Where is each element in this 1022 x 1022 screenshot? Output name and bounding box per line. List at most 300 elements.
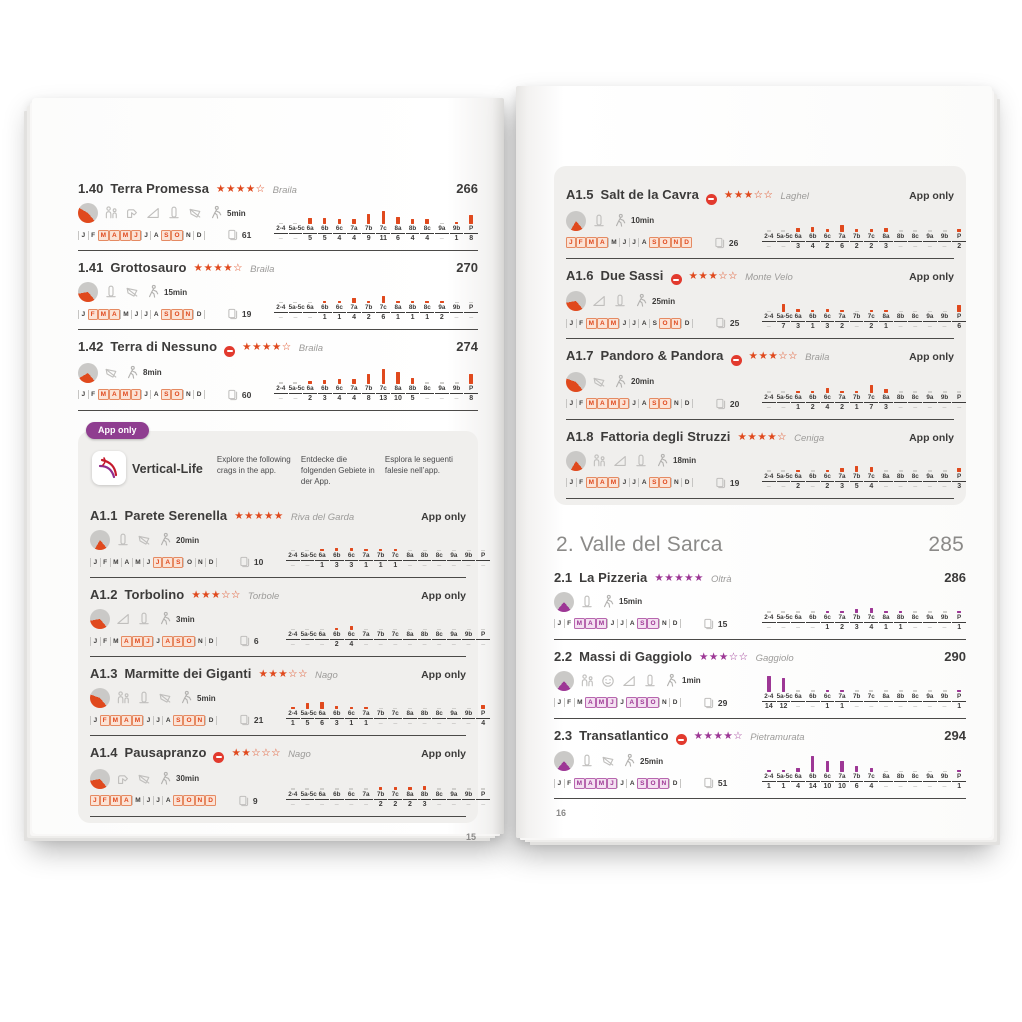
- grade-count: –: [796, 702, 801, 710]
- grade-count: –: [883, 783, 888, 791]
- grade-bar: [826, 229, 830, 231]
- crag-entry: [78, 330, 478, 411]
- grade-label: 6c: [821, 233, 835, 242]
- grade-label: 8b: [418, 631, 432, 640]
- crag-entry-header: [554, 570, 966, 585]
- grade-bar-area: [450, 368, 464, 385]
- grade-count: 6: [854, 783, 859, 791]
- grade-label: 6a: [303, 225, 317, 234]
- grade-zero-mark: [467, 788, 471, 790]
- crag-entry: [554, 561, 966, 640]
- grade-zero-mark: [913, 771, 917, 773]
- grade-count: 2: [854, 242, 859, 250]
- grade-histogram: [286, 774, 490, 809]
- grade-count: 14: [764, 702, 773, 710]
- grade-bar-area: [850, 377, 864, 394]
- crag-months-row: [554, 775, 750, 791]
- crag-id: A1.6: [566, 267, 594, 283]
- grade-count: –: [334, 800, 339, 808]
- grade-bar-area: [821, 377, 835, 394]
- approach-walker-icon: [612, 213, 628, 229]
- grade-count: –: [437, 562, 442, 570]
- month-cell: N: [671, 478, 682, 487]
- grade-column: [806, 756, 820, 790]
- grade-count: 2: [869, 323, 874, 331]
- month-cell: M: [596, 778, 607, 789]
- grade-count: 3: [883, 242, 888, 250]
- crag-attribute-icons: [78, 361, 274, 385]
- grade-histogram: [762, 756, 966, 791]
- grade-column: [879, 597, 893, 631]
- crag-name: Terra di Nessuno: [110, 339, 218, 354]
- grade-bar-area: [938, 676, 952, 693]
- prohibition-bar: [673, 279, 679, 281]
- routes-count-value: 61: [241, 230, 252, 240]
- grade-count: 1: [337, 314, 342, 321]
- flag-icon: [187, 205, 203, 221]
- month-cell: F: [100, 637, 110, 646]
- grade-zero-mark: [440, 223, 444, 225]
- grade-count: 4: [825, 403, 830, 411]
- grade-zero-mark: [884, 771, 888, 773]
- grade-label: 7a: [359, 791, 373, 800]
- grade-bar: [957, 229, 961, 231]
- grade-label: 7b: [374, 631, 388, 640]
- grade-bar-area: [462, 774, 476, 791]
- grade-label: 6b: [806, 233, 820, 242]
- grade-column: [762, 216, 776, 250]
- month-cell: O: [659, 398, 670, 409]
- grade-label: 8b: [894, 693, 908, 702]
- grade-label: 8c: [908, 693, 922, 702]
- star-rating: ★★★★☆: [193, 262, 244, 274]
- grade-bar-area: [330, 774, 344, 791]
- grade-bar: [481, 705, 485, 710]
- grade-zero-mark: [293, 223, 297, 225]
- grade-count: –: [305, 562, 310, 570]
- grade-bar-area: [359, 774, 373, 791]
- grade-bar-area: [286, 614, 300, 631]
- month-cell: S: [173, 715, 183, 726]
- grade-count: 6: [957, 323, 962, 331]
- grade-bar-area: [923, 676, 937, 693]
- month-cell: A: [121, 636, 132, 647]
- grade-label: 9a: [923, 394, 937, 403]
- grade-bar-area: [462, 614, 476, 631]
- month-cell: F: [564, 619, 574, 628]
- month-cell: J: [153, 716, 163, 725]
- grade-count: –: [378, 641, 383, 649]
- grade-label: 9a: [923, 313, 937, 322]
- crag-entry-header: [90, 587, 466, 602]
- grade-label: 8c: [908, 614, 922, 623]
- grade-zero-mark: [767, 311, 771, 313]
- pillar-icon: [642, 673, 658, 689]
- grade-column: [908, 756, 922, 790]
- grade-label: P: [952, 773, 966, 782]
- grade-label: 7a: [359, 552, 373, 561]
- grade-bar-area: [835, 676, 849, 693]
- routes-count-value: 51: [717, 778, 728, 789]
- month-cell: M: [98, 389, 109, 400]
- grade-count: 5: [305, 720, 310, 728]
- routes-count: [715, 398, 739, 410]
- grade-bar-area: [864, 456, 878, 473]
- crag-entry-header: [78, 181, 478, 196]
- grade-count: –: [869, 702, 874, 710]
- grade-zero-mark: [349, 788, 353, 790]
- slab-icon: [621, 673, 637, 689]
- grade-zero-mark: [481, 629, 485, 631]
- grade-count: –: [451, 720, 456, 728]
- grade-label: 8a: [403, 552, 417, 561]
- grade-bar-area: [376, 208, 390, 225]
- crag-months-row: [90, 633, 286, 649]
- grade-column: [894, 296, 908, 330]
- crag-page-number: 266: [456, 181, 478, 196]
- crag-entry: [78, 251, 478, 330]
- routes-count-value: 10: [253, 557, 264, 568]
- grade-column: [476, 693, 490, 727]
- routes-count-icon: [239, 556, 251, 568]
- grade-column: [835, 676, 849, 710]
- right-page: [516, 86, 992, 838]
- month-cell: J: [90, 558, 100, 567]
- routes-count-icon: [239, 635, 251, 647]
- grade-count: –: [393, 720, 398, 728]
- crag-id: A1.1: [90, 508, 118, 524]
- grade-column: [806, 216, 820, 250]
- grade-label: 9b: [450, 304, 464, 313]
- grade-label: 8a: [403, 791, 417, 800]
- grade-column: [806, 296, 820, 330]
- grade-bar: [840, 761, 844, 773]
- grade-label: 9b: [938, 313, 952, 322]
- grade-bar-area: [923, 597, 937, 614]
- grade-column: [938, 756, 952, 790]
- grade-bar-area: [835, 296, 849, 313]
- grade-bar-area: [938, 756, 952, 773]
- sun-exposure-icon: [566, 451, 586, 471]
- grade-bar: [396, 217, 400, 224]
- grade-bar-area: [850, 756, 864, 773]
- crag-months-row: [566, 315, 762, 331]
- grade-bar-area: [879, 597, 893, 614]
- grade-label: 7c: [388, 791, 402, 800]
- month-cell: D: [681, 399, 693, 408]
- month-cell: O: [183, 795, 194, 806]
- pillar-icon: [136, 690, 152, 706]
- grade-zero-mark: [899, 311, 903, 313]
- month-cell: M: [110, 795, 121, 806]
- month-cell: S: [637, 618, 647, 629]
- grade-bar-area: [388, 774, 402, 791]
- grade-bar: [411, 378, 415, 384]
- grade-zero-mark: [928, 690, 932, 692]
- grade-label: 8c: [432, 710, 446, 719]
- routes-count-icon: [227, 229, 239, 241]
- grade-label: 2-4: [274, 304, 288, 313]
- grade-count: –: [437, 641, 442, 649]
- grade-bar-area: [835, 216, 849, 233]
- month-cell: A: [121, 558, 132, 567]
- month-cell: S: [637, 778, 647, 789]
- grade-count: –: [451, 641, 456, 649]
- routes-count: [703, 697, 727, 709]
- grade-column: [864, 756, 878, 790]
- grade-bar: [870, 768, 874, 773]
- grade-bar-area: [952, 377, 966, 394]
- crag-months-row: [566, 475, 762, 491]
- grade-label: 7b: [362, 225, 376, 234]
- grade-bar: [957, 611, 961, 613]
- grade-bar-area: [762, 216, 776, 233]
- grade-bar: [782, 304, 786, 312]
- approach-walker-icon: [145, 284, 161, 300]
- grade-bar-area: [359, 614, 373, 631]
- grade-label: 7c: [376, 304, 390, 313]
- grade-bar: [870, 467, 874, 472]
- grade-label: 8a: [879, 473, 893, 482]
- grade-label: 6a: [315, 552, 329, 561]
- grade-zero-mark: [455, 382, 459, 384]
- month-cell: J: [629, 478, 639, 487]
- grade-bar: [840, 225, 844, 232]
- grade-bar: [767, 770, 771, 772]
- grade-zero-mark: [767, 230, 771, 232]
- grade-bar-area: [864, 597, 878, 614]
- grade-bar-area: [835, 597, 849, 614]
- app-box-text-en: Explore the following crags in the app.: [216, 454, 291, 475]
- grade-column: [301, 693, 315, 727]
- grade-count: 2: [366, 314, 371, 321]
- grade-count: –: [293, 314, 298, 321]
- grade-bar-area: [403, 774, 417, 791]
- grade-bar-area: [447, 693, 461, 710]
- grade-bar-area: [806, 756, 820, 773]
- sun-exposure-icon: [90, 688, 110, 708]
- grade-count: 1: [393, 562, 398, 570]
- grade-column: [333, 287, 347, 321]
- grade-count: –: [913, 482, 918, 490]
- grade-count: –: [957, 403, 962, 411]
- crag-location: Pietramurata: [750, 731, 805, 743]
- flag-icon: [136, 532, 152, 548]
- months-calendar: [78, 230, 205, 241]
- grade-bar: [957, 468, 961, 471]
- month-cell: M: [120, 310, 131, 319]
- month-cell: O: [171, 309, 182, 320]
- grade-bar-area: [418, 614, 432, 631]
- grade-zero-mark: [408, 550, 412, 552]
- grade-bar-area: [374, 535, 388, 552]
- crag-entry-header: [90, 508, 466, 523]
- crag-info: [78, 201, 274, 243]
- grade-bar-area: [447, 614, 461, 631]
- grade-label: P: [952, 394, 966, 403]
- grade-bar: [796, 470, 800, 472]
- month-cell: J: [131, 310, 141, 319]
- grade-label: 6b: [330, 552, 344, 561]
- grade-column: [347, 208, 361, 242]
- grade-column: [464, 287, 478, 321]
- grade-column: [418, 693, 432, 727]
- grade-zero-mark: [796, 611, 800, 613]
- crag-name: La Pizzeria: [579, 569, 648, 585]
- grade-label: 2-4: [274, 225, 288, 234]
- grade-column: [315, 693, 329, 727]
- month-cell: J: [607, 778, 617, 789]
- grade-column: [821, 216, 835, 250]
- approach-time: 10min: [631, 216, 655, 226]
- grade-zero-mark: [423, 550, 427, 552]
- grade-bar-area: [791, 216, 805, 233]
- grade-count: –: [293, 235, 298, 242]
- grade-count: 5: [322, 235, 327, 242]
- grade-label: 6b: [806, 693, 820, 702]
- pillar-icon: [579, 594, 595, 610]
- grade-count: 1: [825, 623, 830, 631]
- grade-count: –: [927, 323, 932, 331]
- grade-bar-area: [777, 216, 791, 233]
- month-cell: F: [88, 390, 98, 399]
- grade-bar: [796, 768, 800, 773]
- crag-info: [78, 280, 274, 322]
- grade-column: [879, 676, 893, 710]
- star-rating: ★★★☆☆: [699, 650, 749, 663]
- month-cell: J: [619, 238, 629, 247]
- grade-zero-mark: [855, 690, 859, 692]
- grade-zero-mark: [335, 788, 339, 790]
- months-calendar: [566, 318, 693, 329]
- crag-info: [90, 528, 286, 570]
- grade-bar-area: [908, 676, 922, 693]
- month-cell: N: [659, 619, 670, 628]
- grade-count: 2: [840, 323, 844, 331]
- grade-bar-area: [286, 535, 300, 552]
- grade-column: [333, 208, 347, 242]
- grade-label: 6c: [821, 473, 835, 482]
- crag-attribute-icons: [566, 449, 762, 473]
- crag-entry-header: [554, 728, 966, 745]
- grade-bar-area: [418, 774, 432, 791]
- grade-bar-area: [391, 287, 405, 304]
- grade-label: 9a: [923, 473, 937, 482]
- grade-zero-mark: [437, 629, 441, 631]
- grade-count: 1: [825, 702, 830, 710]
- crag-months-row: [90, 793, 286, 809]
- grade-bar: [338, 301, 342, 303]
- grade-bar-area: [850, 216, 864, 233]
- grade-label: 7b: [850, 233, 864, 242]
- grade-column: [864, 456, 878, 490]
- month-cell: A: [121, 715, 132, 726]
- grade-count: –: [913, 623, 918, 631]
- grade-label: 9a: [923, 693, 937, 702]
- month-cell: A: [109, 389, 120, 400]
- grade-column: [777, 676, 791, 710]
- grade-column: [762, 377, 776, 411]
- grade-count: 8: [469, 394, 474, 402]
- crag-entry-body: [90, 607, 486, 649]
- month-cell: F: [100, 558, 110, 567]
- grade-count: 7: [869, 403, 874, 411]
- month-cell: N: [183, 309, 194, 320]
- routes-count-value: 19: [241, 309, 252, 319]
- approach-walker-icon: [663, 673, 679, 689]
- grade-column: [777, 597, 791, 631]
- grade-label: 5a-5c: [288, 384, 305, 392]
- month-cell: J: [143, 636, 153, 647]
- grade-bar-area: [420, 287, 434, 304]
- app-only-label: App only: [909, 270, 954, 283]
- left-page-content: [32, 98, 504, 842]
- month-cell: S: [649, 477, 659, 488]
- grade-column: [376, 368, 390, 402]
- crag-location: Braila: [298, 343, 324, 354]
- grade-histogram: [286, 693, 490, 728]
- grade-column: [391, 208, 405, 242]
- grade-bar-area: [289, 287, 303, 304]
- grade-label: 8b: [406, 225, 420, 234]
- grade-bar-area: [476, 774, 490, 791]
- crag-location: Braila: [272, 185, 297, 196]
- grade-label: 6a: [303, 304, 317, 313]
- slab-icon: [612, 453, 628, 469]
- prohibition-bar: [227, 350, 233, 352]
- grade-label: 9a: [447, 710, 461, 719]
- grade-bar-area: [435, 368, 449, 385]
- grade-count: –: [481, 562, 486, 570]
- month-cell: M: [574, 778, 585, 789]
- crag-months-row: [566, 235, 762, 251]
- grade-label: 6c: [333, 385, 347, 394]
- grade-label: 8c: [908, 773, 922, 782]
- routes-count-value: 60: [241, 389, 252, 400]
- grade-count: –: [469, 314, 474, 321]
- grade-column: [879, 377, 893, 411]
- crag-id: A1.8: [566, 428, 594, 444]
- prohibition-bar: [708, 198, 714, 200]
- month-cell: A: [638, 319, 649, 328]
- grade-bar: [291, 707, 295, 709]
- month-cell: J: [143, 796, 153, 805]
- grade-zero-mark: [781, 470, 785, 472]
- grade-bar-area: [435, 208, 449, 225]
- grade-bar: [323, 218, 327, 224]
- month-cell: J: [566, 319, 576, 328]
- crag-info: [90, 686, 286, 728]
- month-cell: J: [566, 399, 576, 408]
- routes-count: [239, 635, 259, 647]
- months-calendar: [78, 389, 205, 400]
- grade-column: [388, 535, 402, 569]
- grade-count: 10: [394, 394, 402, 402]
- grade-count: 4: [810, 242, 815, 250]
- grade-label: 5a-5c: [776, 613, 793, 621]
- grade-bar: [899, 611, 903, 613]
- routes-count-value: 25: [729, 318, 740, 329]
- grade-bar-area: [318, 287, 332, 304]
- approach-walker-icon: [157, 611, 173, 627]
- grade-bar: [840, 690, 844, 692]
- grade-count: 1: [766, 783, 771, 791]
- grade-column: [908, 216, 922, 250]
- approach-time: 8min: [143, 368, 162, 378]
- grade-count: 1: [364, 562, 368, 570]
- grade-zero-mark: [899, 470, 903, 472]
- grade-count: –: [898, 323, 903, 331]
